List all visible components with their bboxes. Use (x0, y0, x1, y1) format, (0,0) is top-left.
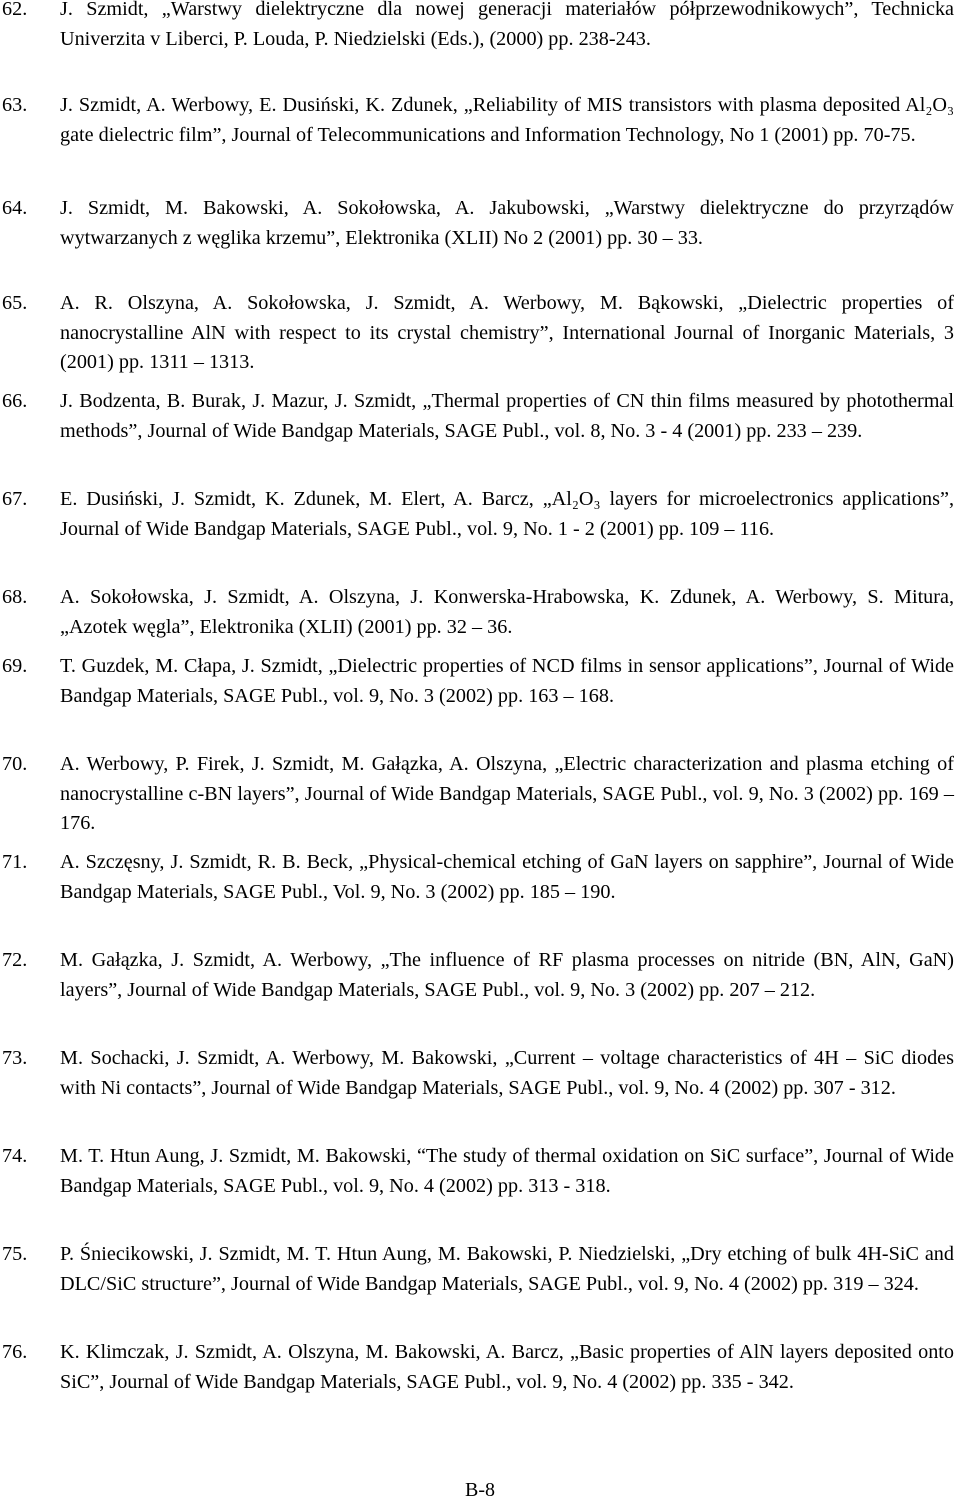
reference-entry (2, 652, 954, 711)
reference-number: 62. (2, 0, 28, 20)
reference-number: 74. (2, 1145, 28, 1167)
reference-text: A. R. Olszyna, A. Sokołowska, J. Szmidt, A. Werbowy, M. Bąkowski, „Dielectric properties of nanocrystalline AlN with respect to its crystal chemistry”, International Journal of Inorganic Materials, 3 (2001) pp. 1311 – 1313. (60, 292, 954, 373)
reference-text: K. Klimczak, J. Szmidt, A. Olszyna, M. Bakowski, A. Barcz, „Basic properties of AlN layers deposited onto SiC”, Journal of Wide Bandgap Materials, SAGE Publ., vol. 9, No. 4 (2002) pp. 335 - 342. (60, 1341, 954, 1393)
reference-number: 72. (2, 949, 28, 971)
page-number: B-8 (465, 1479, 495, 1501)
reference-text: T. Guzdek, M. Cłapa, J. Szmidt, „Dielectric properties of NCD films in sensor applications”, Journal of Wide Bandgap Materials, SAGE Publ., vol. 9, No. 3 (2002) pp. 163 – 168. (60, 655, 954, 707)
reference-text: J. Szmidt, „Warstwy dielektryczne dla nowej generacji materiałów półprzewodnikowych”, Technicka Univerzita v Liberci, P. Louda, P. Niedzielski (Eds.), (2000) pp. 238-243. (60, 0, 954, 50)
reference-entry (2, 1240, 954, 1299)
reference-number: 75. (2, 1243, 28, 1265)
reference-number: 63. (2, 94, 28, 116)
reference-text: A. Szczęsny, J. Szmidt, R. B. Beck, „Physical-chemical etching of GaN layers on sapphire”, Journal of Wide Bandgap Materials, SAGE Publ., Vol. 9, No. 3 (2002) pp. 185 – 190. (60, 851, 954, 903)
reference-entry (2, 91, 954, 150)
reference-entry (2, 750, 954, 839)
reference-entry (2, 848, 954, 907)
reference-text: J. Szmidt, A. Werbowy, E. Dusiński, K. Zdunek, „Reliability of MIS transistors with plasma deposited Al₂O₃ gate dielectric film”, Journal of Telecommunications and Information Technology, No 1 (2001) pp. 70-75. (60, 94, 954, 146)
reference-number: 67. (2, 488, 28, 510)
reference-entry (2, 1044, 954, 1103)
reference-number: 71. (2, 851, 28, 873)
reference-text: A. Sokołowska, J. Szmidt, A. Olszyna, J. Konwerska-Hrabowska, K. Zdunek, A. Werbowy, S. Mitura, „Azotek węgla”, Elektronika (XLII) (2001) pp. 32 – 36. (60, 586, 954, 638)
reference-entry (2, 289, 954, 378)
reference-number: 73. (2, 1047, 28, 1069)
reference-number: 70. (2, 753, 28, 775)
reference-number: 65. (2, 292, 28, 314)
reference-entry (2, 485, 954, 544)
reference-number: 68. (2, 586, 28, 608)
reference-number: 69. (2, 655, 28, 677)
reference-entry (2, 1142, 954, 1201)
reference-text: M. Gałązka, J. Szmidt, A. Werbowy, „The influence of RF plasma processes on nitride (BN, AlN, GaN) layers”, Journal of Wide Bandgap Materials, SAGE Publ., vol. 9, No. 3 (2002) pp. 207 – 212. (60, 949, 954, 1001)
reference-text: M. T. Htun Aung, J. Szmidt, M. Bakowski, “The study of thermal oxidation on SiC surface”, Journal of Wide Bandgap Materials, SAGE Publ., vol. 9, No. 4 (2002) pp. 313 - 318. (60, 1145, 954, 1197)
reference-entry (2, 387, 954, 446)
reference-entry (2, 946, 954, 1005)
reference-text: M. Sochacki, J. Szmidt, A. Werbowy, M. Bakowski, „Current – voltage characteristics of 4H – SiC diodes with Ni contacts”, Journal of Wide Bandgap Materials, SAGE Publ., vol. 9, No. 4 (2002) pp. 307 - 312. (60, 1047, 954, 1099)
reference-text: P. Śniecikowski, J. Szmidt, M. T. Htun Aung, M. Bakowski, P. Niedzielski, „Dry etching of bulk 4H-SiC and DLC/SiC structure”, Journal of Wide Bandgap Materials, SAGE Publ., vol. 9, No. 4 (2002) pp. 319 – 324. (60, 1243, 954, 1295)
reference-entry (2, 1338, 954, 1397)
reference-number: 76. (2, 1341, 28, 1363)
reference-entry (2, 0, 954, 54)
reference-text: E. Dusiński, J. Szmidt, K. Zdunek, M. Elert, A. Barcz, „Al₂O₃ layers for microelectronics applications”, Journal of Wide Bandgap Materials, SAGE Publ., vol. 9, No. 1 - 2 (2001) pp. 109 – 116. (60, 488, 954, 540)
reference-entry (2, 194, 954, 253)
reference-text: A. Werbowy, P. Firek, J. Szmidt, M. Gałązka, A. Olszyna, „Electric characterization and plasma etching of nanocrystalline c-BN layers”, Journal of Wide Bandgap Materials, SAGE Publ., vol. 9, No. 3 (2002) pp. 169 – 176. (60, 753, 954, 834)
reference-number: 66. (2, 390, 28, 412)
reference-entry (2, 583, 954, 642)
reference-number: 64. (2, 197, 28, 219)
reference-text: J. Bodzenta, B. Burak, J. Mazur, J. Szmidt, „Thermal properties of CN thin films measured by photothermal methods”, Journal of Wide Bandgap Materials, SAGE Publ., vol. 8, No. 3 - 4 (2001) pp. 233 – 239. (60, 390, 954, 442)
reference-text: J. Szmidt, M. Bakowski, A. Sokołowska, A. Jakubowski, „Warstwy dielektryczne do przyrządów wytwarzanych z węglika krzemu”, Elektronika (XLII) No 2 (2001) pp. 30 – 33. (60, 197, 954, 249)
